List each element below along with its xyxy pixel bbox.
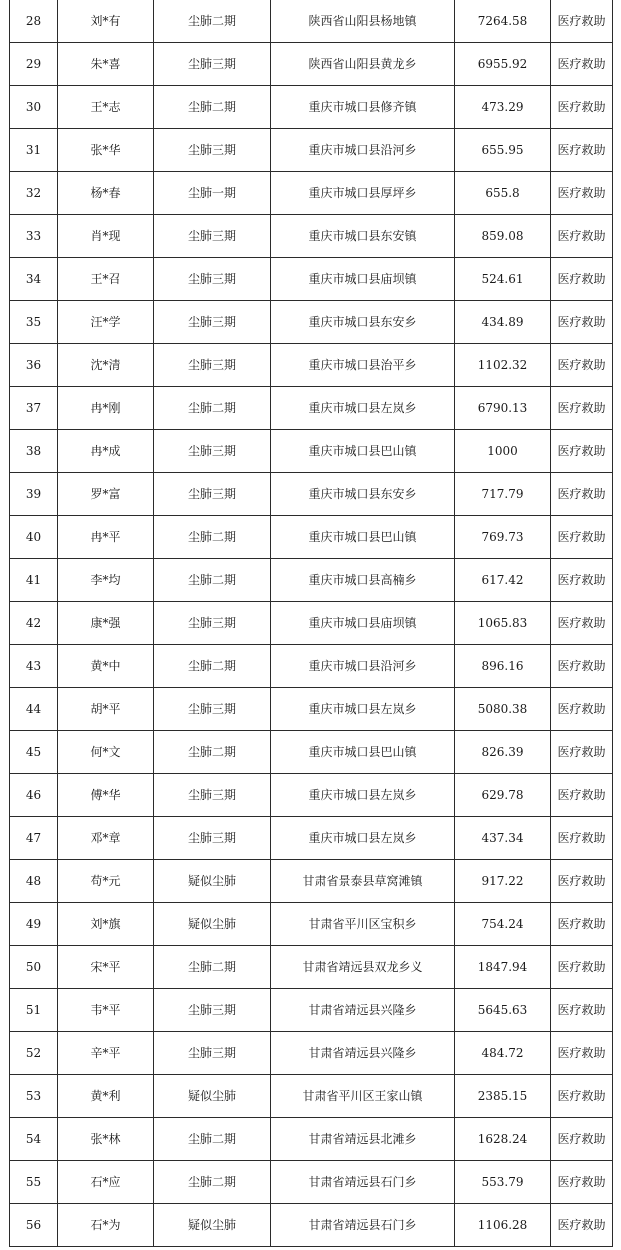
address-cell: 甘肃省平川区宝积乡 <box>271 903 455 946</box>
row-number-cell: 54 <box>10 1118 58 1161</box>
diagnosis-stage-cell: 疑似尘肺 <box>154 860 271 903</box>
amount-cell: 754.24 <box>455 903 551 946</box>
row-number-cell: 36 <box>10 344 58 387</box>
aid-type-cell: 医疗救助 <box>551 430 613 473</box>
row-number-cell: 43 <box>10 645 58 688</box>
row-number-cell: 41 <box>10 559 58 602</box>
diagnosis-stage-cell: 疑似尘肺 <box>154 1204 271 1247</box>
amount-cell: 655.95 <box>455 129 551 172</box>
diagnosis-stage-cell: 尘肺二期 <box>154 559 271 602</box>
amount-cell: 5080.38 <box>455 688 551 731</box>
diagnosis-stage-cell: 尘肺三期 <box>154 129 271 172</box>
table-row <box>10 989 613 1032</box>
address-cell: 重庆市城口县修齐镇 <box>271 86 455 129</box>
address-cell: 重庆市城口县左岚乡 <box>271 817 455 860</box>
name-cell: 汪*学 <box>58 301 154 344</box>
address-cell: 重庆市城口县沿河乡 <box>271 129 455 172</box>
table-row <box>10 1118 613 1161</box>
name-cell: 石*应 <box>58 1161 154 1204</box>
address-cell: 重庆市城口县巴山镇 <box>271 731 455 774</box>
address-cell: 重庆市城口县左岚乡 <box>271 387 455 430</box>
aid-type-cell: 医疗救助 <box>551 774 613 817</box>
row-number-cell: 33 <box>10 215 58 258</box>
row-number-cell: 46 <box>10 774 58 817</box>
aid-type-cell: 医疗救助 <box>551 1075 613 1118</box>
diagnosis-stage-cell: 尘肺二期 <box>154 645 271 688</box>
amount-cell: 917.22 <box>455 860 551 903</box>
name-cell: 张*华 <box>58 129 154 172</box>
diagnosis-stage-cell: 尘肺三期 <box>154 43 271 86</box>
amount-cell: 473.29 <box>455 86 551 129</box>
address-cell: 甘肃省靖远县双龙乡义 <box>271 946 455 989</box>
address-cell: 陕西省山阳县黄龙乡 <box>271 43 455 86</box>
aid-type-cell: 医疗救助 <box>551 860 613 903</box>
amount-cell: 553.79 <box>455 1161 551 1204</box>
aid-type-cell: 医疗救助 <box>551 946 613 989</box>
address-cell: 甘肃省景泰县草窝滩镇 <box>271 860 455 903</box>
address-cell: 重庆市城口县东安乡 <box>271 301 455 344</box>
address-cell: 重庆市城口县左岚乡 <box>271 688 455 731</box>
table-row <box>10 43 613 86</box>
row-number-cell: 38 <box>10 430 58 473</box>
table-row <box>10 1075 613 1118</box>
table-row <box>10 688 613 731</box>
aid-type-cell: 医疗救助 <box>551 731 613 774</box>
aid-type-cell: 医疗救助 <box>551 903 613 946</box>
amount-cell: 434.89 <box>455 301 551 344</box>
amount-cell: 717.79 <box>455 473 551 516</box>
diagnosis-stage-cell: 尘肺二期 <box>154 516 271 559</box>
table-row <box>10 559 613 602</box>
aid-type-cell: 医疗救助 <box>551 817 613 860</box>
name-cell: 冉*成 <box>58 430 154 473</box>
amount-cell: 1106.28 <box>455 1204 551 1247</box>
row-number-cell: 53 <box>10 1075 58 1118</box>
amount-cell: 437.34 <box>455 817 551 860</box>
amount-cell: 6955.92 <box>455 43 551 86</box>
name-cell: 辛*平 <box>58 1032 154 1075</box>
address-cell: 重庆市城口县高楠乡 <box>271 559 455 602</box>
amount-cell: 6790.13 <box>455 387 551 430</box>
name-cell: 胡*平 <box>58 688 154 731</box>
diagnosis-stage-cell: 疑似尘肺 <box>154 903 271 946</box>
aid-type-cell: 医疗救助 <box>551 1204 613 1247</box>
diagnosis-stage-cell: 尘肺三期 <box>154 688 271 731</box>
address-cell: 重庆市城口县左岚乡 <box>271 774 455 817</box>
aid-type-cell: 医疗救助 <box>551 1161 613 1204</box>
diagnosis-stage-cell: 尘肺二期 <box>154 1118 271 1161</box>
row-number-cell: 32 <box>10 172 58 215</box>
row-number-cell: 51 <box>10 989 58 1032</box>
diagnosis-stage-cell: 尘肺三期 <box>154 301 271 344</box>
aid-type-cell: 医疗救助 <box>551 473 613 516</box>
name-cell: 康*强 <box>58 602 154 645</box>
address-cell: 重庆市城口县庙坝镇 <box>271 602 455 645</box>
name-cell: 何*文 <box>58 731 154 774</box>
amount-cell: 1628.24 <box>455 1118 551 1161</box>
aid-recipient-table <box>9 0 613 1247</box>
aid-type-cell: 医疗救助 <box>551 129 613 172</box>
amount-cell: 2385.15 <box>455 1075 551 1118</box>
address-cell: 甘肃省靖远县兴隆乡 <box>271 989 455 1032</box>
address-cell: 重庆市城口县治平乡 <box>271 344 455 387</box>
row-number-cell: 29 <box>10 43 58 86</box>
name-cell: 傅*华 <box>58 774 154 817</box>
table-row <box>10 731 613 774</box>
row-number-cell: 44 <box>10 688 58 731</box>
aid-type-cell: 医疗救助 <box>551 86 613 129</box>
name-cell: 李*均 <box>58 559 154 602</box>
table-row <box>10 172 613 215</box>
name-cell: 罗*富 <box>58 473 154 516</box>
table-row <box>10 258 613 301</box>
diagnosis-stage-cell: 尘肺二期 <box>154 731 271 774</box>
row-number-cell: 52 <box>10 1032 58 1075</box>
aid-type-cell: 医疗救助 <box>551 301 613 344</box>
address-cell: 甘肃省靖远县石门乡 <box>271 1204 455 1247</box>
aid-type-cell: 医疗救助 <box>551 387 613 430</box>
name-cell: 杨*春 <box>58 172 154 215</box>
diagnosis-stage-cell: 尘肺三期 <box>154 473 271 516</box>
table-row <box>10 473 613 516</box>
row-number-cell: 50 <box>10 946 58 989</box>
amount-cell: 7264.58 <box>455 0 551 43</box>
address-cell: 陕西省山阳县杨地镇 <box>271 0 455 43</box>
diagnosis-stage-cell: 尘肺二期 <box>154 946 271 989</box>
table-row <box>10 430 613 473</box>
table-row <box>10 387 613 430</box>
diagnosis-stage-cell: 尘肺三期 <box>154 344 271 387</box>
diagnosis-stage-cell: 尘肺二期 <box>154 387 271 430</box>
amount-cell: 769.73 <box>455 516 551 559</box>
diagnosis-stage-cell: 尘肺三期 <box>154 774 271 817</box>
name-cell: 冉*刚 <box>58 387 154 430</box>
diagnosis-stage-cell: 尘肺三期 <box>154 602 271 645</box>
amount-cell: 5645.63 <box>455 989 551 1032</box>
table-row <box>10 0 613 43</box>
diagnosis-stage-cell: 尘肺二期 <box>154 0 271 43</box>
row-number-cell: 47 <box>10 817 58 860</box>
aid-type-cell: 医疗救助 <box>551 344 613 387</box>
address-cell: 甘肃省靖远县兴隆乡 <box>271 1032 455 1075</box>
diagnosis-stage-cell: 疑似尘肺 <box>154 1075 271 1118</box>
row-number-cell: 49 <box>10 903 58 946</box>
amount-cell: 655.8 <box>455 172 551 215</box>
name-cell: 黄*利 <box>58 1075 154 1118</box>
amount-cell: 617.42 <box>455 559 551 602</box>
amount-cell: 1065.83 <box>455 602 551 645</box>
name-cell: 肖*现 <box>58 215 154 258</box>
diagnosis-stage-cell: 尘肺三期 <box>154 1032 271 1075</box>
table-row <box>10 645 613 688</box>
aid-type-cell: 医疗救助 <box>551 602 613 645</box>
name-cell: 韦*平 <box>58 989 154 1032</box>
amount-cell: 1847.94 <box>455 946 551 989</box>
name-cell: 王*召 <box>58 258 154 301</box>
table-row <box>10 129 613 172</box>
table-row <box>10 946 613 989</box>
name-cell: 朱*喜 <box>58 43 154 86</box>
table-row <box>10 86 613 129</box>
amount-cell: 629.78 <box>455 774 551 817</box>
row-number-cell: 34 <box>10 258 58 301</box>
diagnosis-stage-cell: 尘肺三期 <box>154 258 271 301</box>
row-number-cell: 37 <box>10 387 58 430</box>
aid-type-cell: 医疗救助 <box>551 688 613 731</box>
name-cell: 冉*平 <box>58 516 154 559</box>
address-cell: 甘肃省靖远县石门乡 <box>271 1161 455 1204</box>
row-number-cell: 35 <box>10 301 58 344</box>
row-number-cell: 30 <box>10 86 58 129</box>
table-row <box>10 215 613 258</box>
table-row <box>10 1032 613 1075</box>
aid-type-cell: 医疗救助 <box>551 989 613 1032</box>
address-cell: 重庆市城口县沿河乡 <box>271 645 455 688</box>
diagnosis-stage-cell: 尘肺三期 <box>154 430 271 473</box>
address-cell: 甘肃省平川区王家山镇 <box>271 1075 455 1118</box>
name-cell: 刘*旗 <box>58 903 154 946</box>
address-cell: 重庆市城口县东安镇 <box>271 215 455 258</box>
row-number-cell: 40 <box>10 516 58 559</box>
name-cell: 宋*平 <box>58 946 154 989</box>
diagnosis-stage-cell: 尘肺三期 <box>154 817 271 860</box>
aid-type-cell: 医疗救助 <box>551 172 613 215</box>
aid-type-cell: 医疗救助 <box>551 1118 613 1161</box>
diagnosis-stage-cell: 尘肺一期 <box>154 172 271 215</box>
table-row <box>10 817 613 860</box>
row-number-cell: 39 <box>10 473 58 516</box>
amount-cell: 1000 <box>455 430 551 473</box>
diagnosis-stage-cell: 尘肺三期 <box>154 989 271 1032</box>
name-cell: 邓*章 <box>58 817 154 860</box>
row-number-cell: 31 <box>10 129 58 172</box>
table-row <box>10 516 613 559</box>
address-cell: 重庆市城口县巴山镇 <box>271 430 455 473</box>
address-cell: 甘肃省靖远县北滩乡 <box>271 1118 455 1161</box>
address-cell: 重庆市城口县厚坪乡 <box>271 172 455 215</box>
address-cell: 重庆市城口县巴山镇 <box>271 516 455 559</box>
diagnosis-stage-cell: 尘肺三期 <box>154 215 271 258</box>
name-cell: 石*为 <box>58 1204 154 1247</box>
amount-cell: 524.61 <box>455 258 551 301</box>
amount-cell: 859.08 <box>455 215 551 258</box>
name-cell: 苟*元 <box>58 860 154 903</box>
table-row <box>10 1161 613 1204</box>
table-row <box>10 903 613 946</box>
address-cell: 重庆市城口县庙坝镇 <box>271 258 455 301</box>
aid-type-cell: 医疗救助 <box>551 1032 613 1075</box>
table-row <box>10 602 613 645</box>
aid-type-cell: 医疗救助 <box>551 645 613 688</box>
table-row <box>10 344 613 387</box>
amount-cell: 896.16 <box>455 645 551 688</box>
aid-type-cell: 医疗救助 <box>551 516 613 559</box>
row-number-cell: 28 <box>10 0 58 43</box>
name-cell: 刘*有 <box>58 0 154 43</box>
name-cell: 张*林 <box>58 1118 154 1161</box>
table-row <box>10 774 613 817</box>
aid-type-cell: 医疗救助 <box>551 258 613 301</box>
amount-cell: 826.39 <box>455 731 551 774</box>
table-row <box>10 301 613 344</box>
aid-type-cell: 医疗救助 <box>551 559 613 602</box>
row-number-cell: 42 <box>10 602 58 645</box>
name-cell: 沈*清 <box>58 344 154 387</box>
diagnosis-stage-cell: 尘肺二期 <box>154 1161 271 1204</box>
table-row <box>10 1204 613 1247</box>
name-cell: 王*志 <box>58 86 154 129</box>
row-number-cell: 45 <box>10 731 58 774</box>
document-sheet <box>9 0 612 1247</box>
row-number-cell: 48 <box>10 860 58 903</box>
row-number-cell: 55 <box>10 1161 58 1204</box>
amount-cell: 484.72 <box>455 1032 551 1075</box>
diagnosis-stage-cell: 尘肺二期 <box>154 86 271 129</box>
aid-type-cell: 医疗救助 <box>551 0 613 43</box>
address-cell: 重庆市城口县东安乡 <box>271 473 455 516</box>
name-cell: 黄*中 <box>58 645 154 688</box>
table-body <box>10 0 613 1247</box>
aid-type-cell: 医疗救助 <box>551 43 613 86</box>
table-row <box>10 860 613 903</box>
amount-cell: 1102.32 <box>455 344 551 387</box>
row-number-cell: 56 <box>10 1204 58 1247</box>
aid-type-cell: 医疗救助 <box>551 215 613 258</box>
